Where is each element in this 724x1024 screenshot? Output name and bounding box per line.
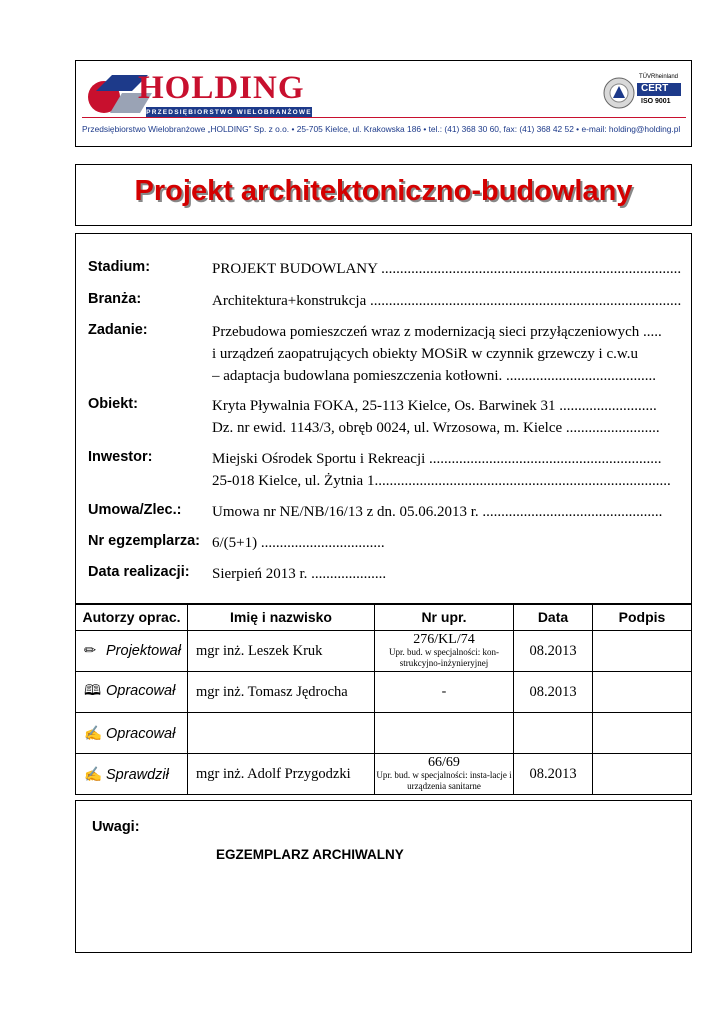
stadium-label: Stadium: (88, 259, 151, 275)
remarks-value: EGZEMPLARZ ARCHIWALNY (216, 847, 404, 862)
cert-label: CERT (641, 83, 669, 94)
table-row (76, 754, 692, 795)
signature-cell (593, 713, 692, 754)
license-cell: 276/KL/74 Upr. bud. w specjalności: kon-strukcyjno-inżynieryjnej (375, 631, 514, 672)
col-signature: Podpis (593, 604, 692, 631)
cert-top-text: TÜVRheinland (639, 74, 679, 80)
date-cell (514, 713, 593, 754)
col-authors: Autorzy oprac. (76, 604, 188, 631)
date-cell: 08.2013 (514, 672, 593, 713)
branza-value: Architektura+konstrukcja ................................................................................... (212, 293, 682, 309)
branza-label: Branża: (88, 291, 142, 307)
inwestor-value: Miejski Ośrodek Sportu i Rekreacji .............................................................. 25-018 Kielce, ul. Żytnia 1............................................................................... (212, 451, 671, 489)
logo-wordmark: HOLDING (138, 70, 305, 106)
writing-hand-icon: ✍ (84, 725, 103, 742)
signature-cell (593, 631, 692, 672)
date-cell: 08.2013 (514, 631, 593, 672)
title-box (75, 164, 692, 226)
role-cell: 🕮 Opracował (76, 672, 188, 713)
name-cell: mgr inż. Leszek Kruk (188, 631, 375, 672)
cert-iso: ISO 9001 (641, 98, 671, 105)
col-name: Imię i nazwisko (188, 604, 375, 631)
zadanie-label: Zadanie: (88, 322, 148, 338)
table-row (76, 631, 692, 672)
date-cell: 08.2013 (514, 754, 593, 795)
header-divider (82, 117, 686, 118)
name-cell (188, 713, 375, 754)
tuv-cert-badge (603, 73, 683, 113)
license-cell (375, 713, 514, 754)
logo-subtitle: PRZEDSIĘBIORSTWO WIELOBRANŻOWE (146, 109, 312, 116)
letterhead (75, 60, 692, 147)
holding-logo (82, 69, 312, 115)
name-cell: mgr inż. Adolf Przygodzki (188, 754, 375, 795)
remarks-box (75, 800, 692, 953)
obiekt-value: Kryta Pływalnia FOKA, 25-113 Kielce, Os. Barwinek 31 .......................... Dz. nr ewid. 1143/3, obręb 0024, ul. Wrzosowa, m. Kielce ......................... (212, 398, 660, 436)
egzemplarz-label: Nr egzemplarza: (88, 533, 201, 549)
role-cell: ✍ Sprawdził (76, 754, 188, 795)
obiekt-label: Obiekt: (88, 396, 138, 412)
umowa-label: Umowa/Zlec.: (88, 502, 182, 518)
stadium-value: PROJEKT BUDOWLANY ................................................................................ (212, 261, 682, 277)
data-realizacji-label: Data realizacji: (88, 564, 190, 580)
project-info (75, 233, 692, 605)
role-cell: ✏ Projektował (76, 631, 188, 672)
table-row (76, 672, 692, 713)
license-cell: - (375, 672, 514, 713)
umowa-value: Umowa nr NE/NB/16/13 z dn. 05.06.2013 r. ................................................ (212, 504, 663, 520)
authors-table (75, 603, 692, 795)
license-cell: 66/69 Upr. bud. w specjalności: insta-lacje i urządzenia sanitarne (375, 754, 514, 795)
data-realizacji-value: Sierpień 2013 r. .................... (212, 566, 387, 582)
company-address: Przedsiębiorstwo Wielobranżowe „HOLDING” Sp. z o.o. • 25-705 Kielce, ul. Krakowska 186 • tel.: (41) 368 30 60, fax: (41) 368 42 52 • e-mail: holding@holding.pl (82, 124, 681, 134)
table-row (76, 713, 692, 754)
zadanie-value: Przebudowa pomieszczeń wraz z modernizacją sieci przyłączeniowych ..... i urządzeń zaopatrujących obiekty MOSiR w czynnik grzewczy i c.w.u – adaptacja budowlana pomieszczenia kotłowni. ........................................ (212, 324, 662, 384)
role-cell: ✍ Opracował (76, 713, 188, 754)
col-date: Data (514, 604, 593, 631)
table-header-row (76, 604, 692, 631)
signature-cell (593, 672, 692, 713)
inwestor-label: Inwestor: (88, 449, 153, 465)
col-license: Nr upr. (375, 604, 514, 631)
writing-hand-icon: ✍ (84, 766, 103, 783)
book-icon: 🕮 (84, 682, 102, 699)
pencil-icon: ✏ (84, 643, 97, 659)
remarks-label: Uwagi: (92, 819, 140, 835)
egzemplarz-value: 6/(5+1) ................................. (212, 535, 385, 551)
signature-cell (593, 754, 692, 795)
document-title: Projekt architektoniczno-budowlany (134, 175, 633, 207)
name-cell: mgr inż. Tomasz Jędrocha (188, 672, 375, 713)
